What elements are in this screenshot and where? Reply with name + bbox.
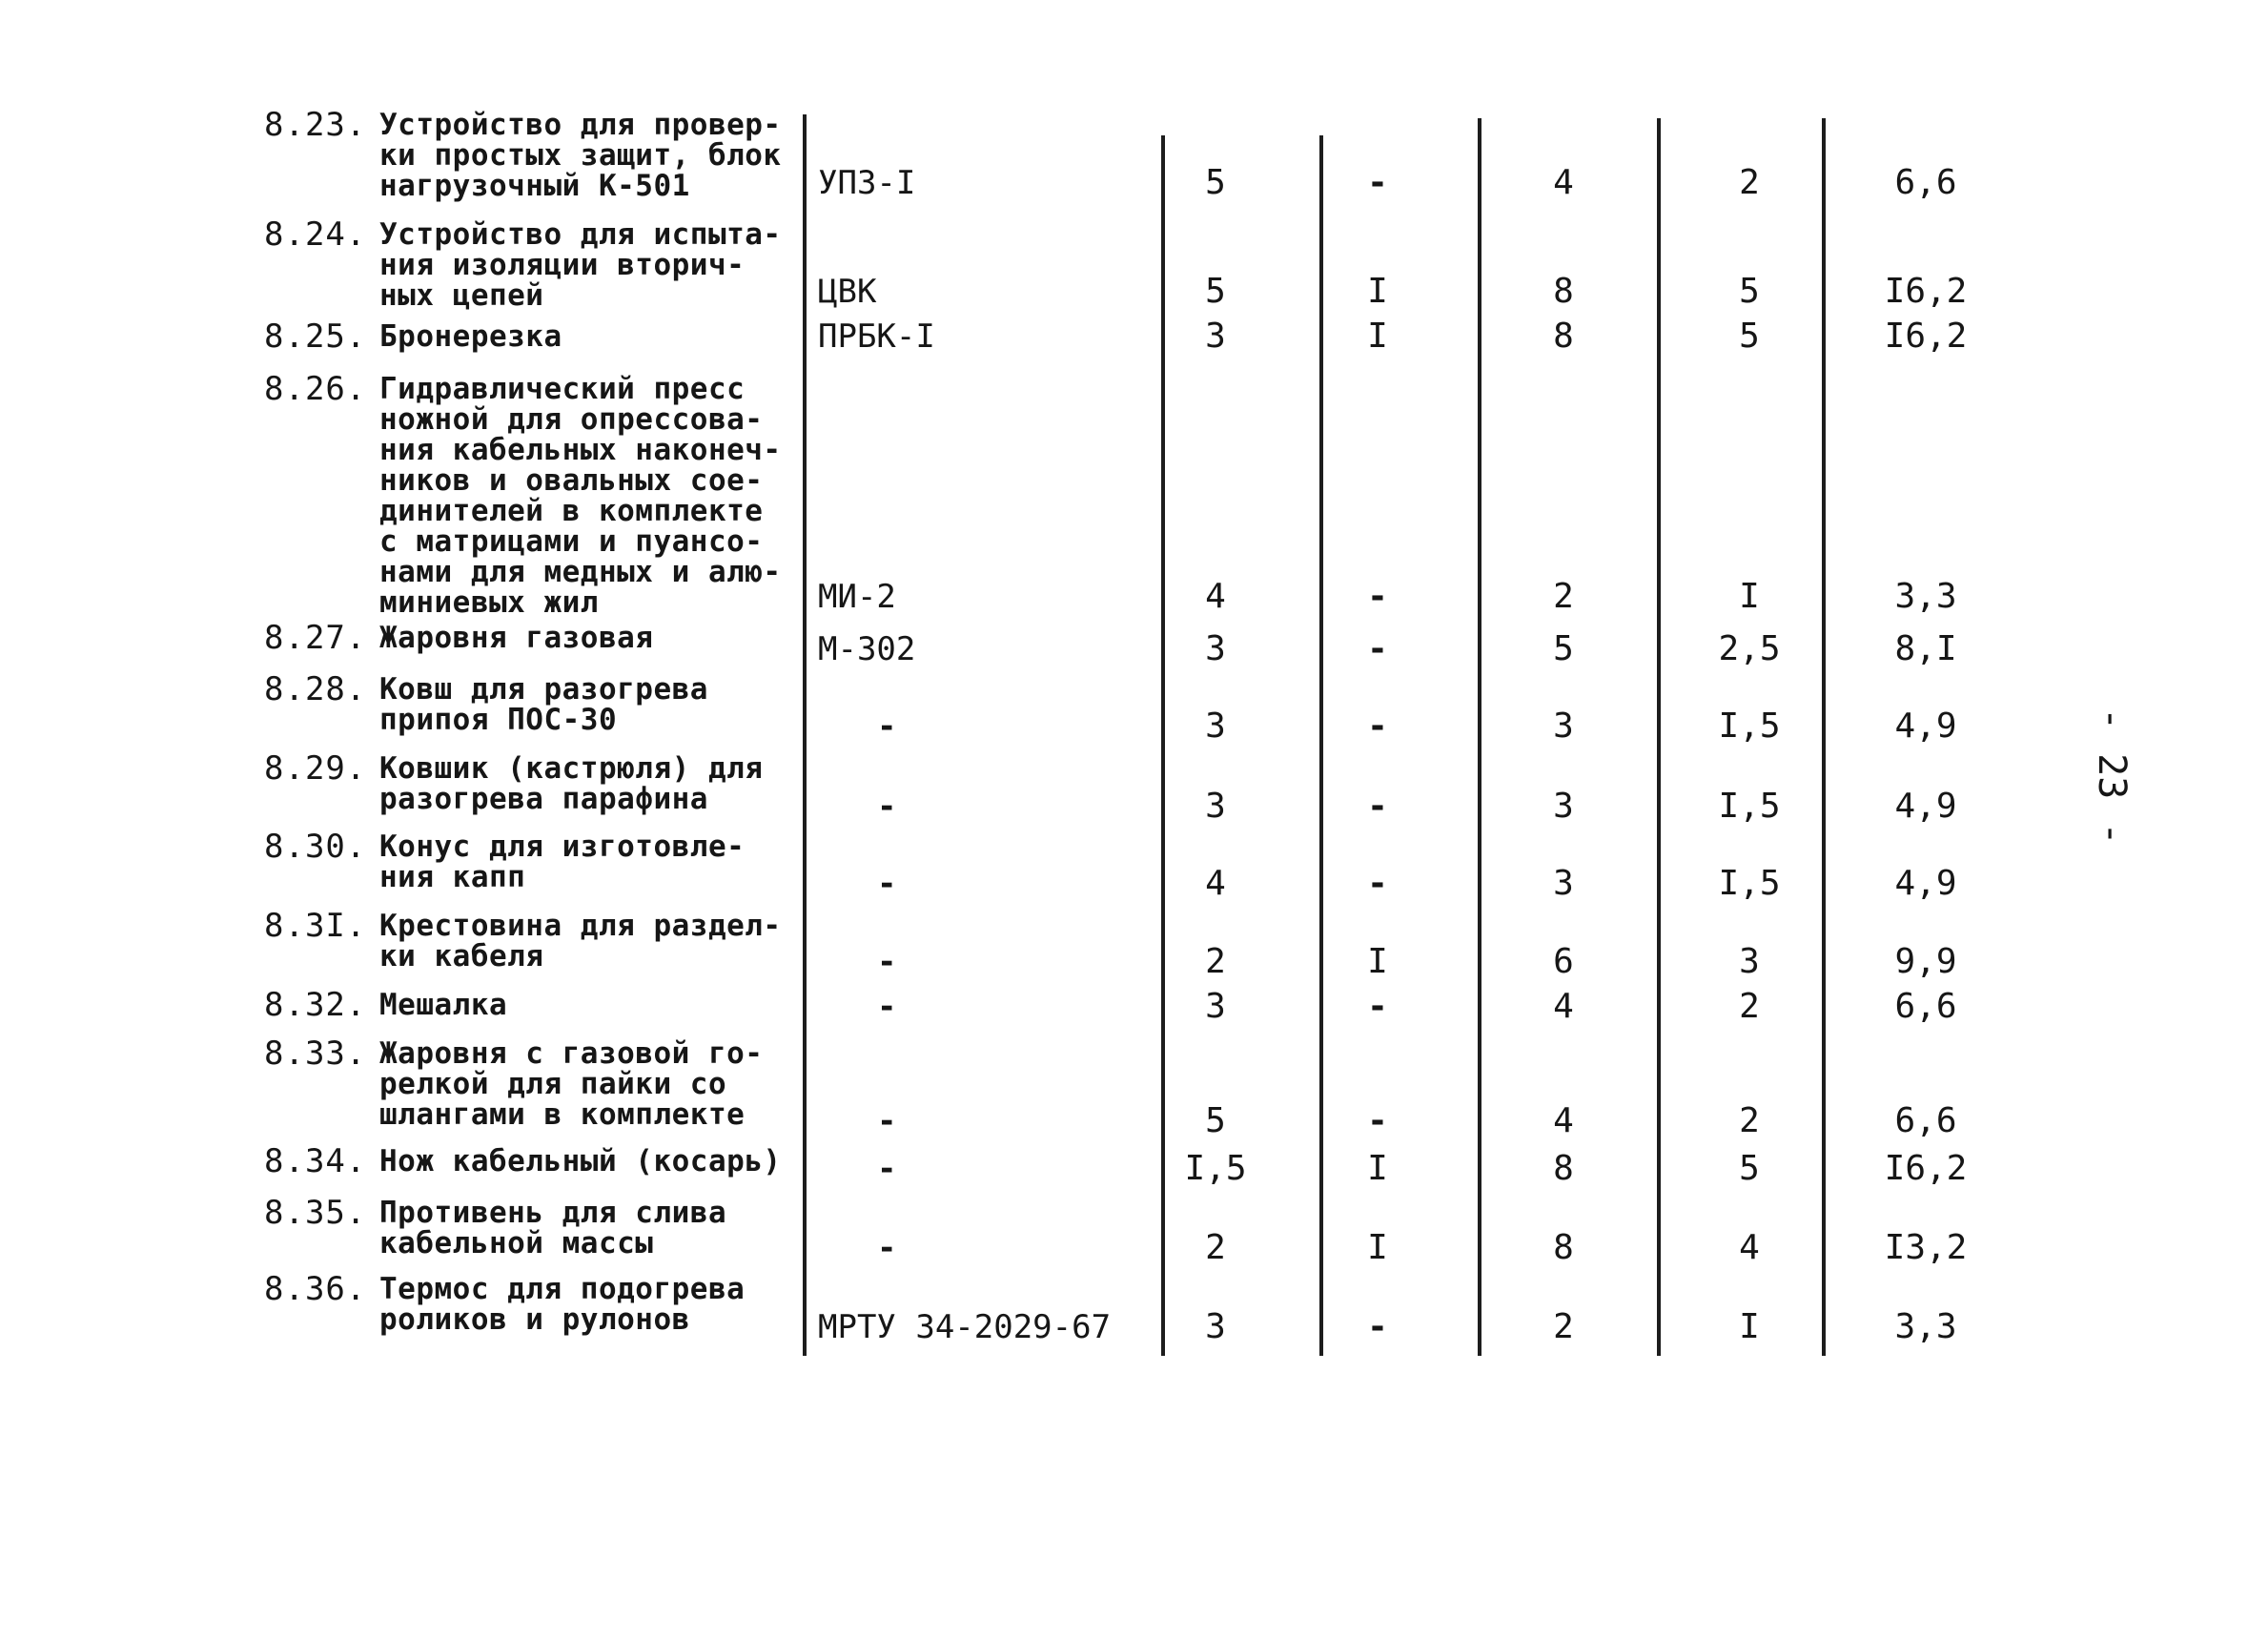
item-type-mark: -: [877, 1229, 897, 1267]
item-number: 8.24.: [264, 215, 367, 254]
item-name: [379, 1038, 808, 1130]
value-cell-c2: -: [1367, 163, 1388, 202]
value-cell-c1: 3: [1205, 787, 1226, 826]
value-cell-c5: 4,9: [1894, 707, 1957, 746]
item-name: [379, 623, 808, 653]
value-cell-c4: 3: [1739, 942, 1760, 981]
value-cell-c5: 6,6: [1894, 1101, 1957, 1140]
value-cell-c3: 4: [1553, 163, 1574, 202]
value-cell-c4: 5: [1739, 272, 1760, 311]
value-cell-c3: 8: [1553, 1228, 1574, 1267]
item-name: [379, 1198, 808, 1259]
value-cell-c4: 2,5: [1718, 629, 1781, 668]
value-cell-c1: 4: [1205, 864, 1226, 903]
value-cell-c5: 4,9: [1894, 864, 1957, 903]
item-name-line: шлангами в комплекте: [379, 1097, 746, 1132]
item-name-line: ния кабельных наконеч-: [379, 433, 782, 467]
value-cell-c5: 9,9: [1894, 942, 1957, 981]
item-name-line: Гидравлический пресс: [379, 372, 746, 406]
value-cell-c4: I: [1739, 577, 1760, 616]
item-number: 8.3I.: [264, 907, 367, 945]
item-name-line: ния изоляции вторич-: [379, 248, 746, 282]
value-cell-c5: 4,9: [1894, 787, 1957, 826]
item-number: 8.30.: [264, 828, 367, 866]
value-cell-c4: 2: [1739, 163, 1760, 202]
value-cell-c2: -: [1367, 987, 1388, 1026]
item-name-line: припоя ПОС-30: [379, 703, 618, 737]
value-cell-c3: 3: [1553, 864, 1574, 903]
value-cell-c1: 4: [1205, 577, 1226, 616]
item-number: 8.26.: [264, 370, 367, 408]
value-cell-c3: 4: [1553, 1101, 1574, 1140]
item-name-line: ножной для опрессова-: [379, 402, 764, 437]
item-number: 8.34.: [264, 1142, 367, 1180]
value-cell-c2: I: [1367, 942, 1388, 981]
item-name: [379, 831, 808, 892]
value-cell-c3: 6: [1553, 942, 1574, 981]
value-cell-c4: I,5: [1718, 707, 1781, 746]
item-name: [379, 674, 808, 735]
item-name-line: Термос для подогрева: [379, 1272, 746, 1306]
item-name-line: Нож кабельный (косарь): [379, 1144, 782, 1178]
value-cell-c1: 5: [1205, 163, 1226, 202]
value-cell-c4: I,5: [1718, 864, 1781, 903]
item-name: [379, 911, 808, 972]
value-cell-c3: 2: [1553, 1307, 1574, 1346]
value-cell-c1: 3: [1205, 629, 1226, 668]
value-cell-c4: 5: [1739, 1149, 1760, 1188]
value-cell-c5: 3,3: [1894, 577, 1957, 616]
item-name-line: Противень для слива: [379, 1196, 727, 1230]
value-cell-c3: 3: [1553, 707, 1574, 746]
value-cell-c1: 3: [1205, 987, 1226, 1026]
value-cell-c2: I: [1367, 1228, 1388, 1267]
value-cell-c3: 4: [1553, 987, 1574, 1026]
item-type-mark: ПРБК-I: [818, 318, 935, 356]
value-cell-c4: I: [1739, 1307, 1760, 1346]
value-cell-c4: 2: [1739, 987, 1760, 1026]
item-type-mark: -: [877, 865, 897, 903]
value-cell-c1: 5: [1205, 1101, 1226, 1140]
item-name: [379, 753, 808, 814]
value-cell-c1: 3: [1205, 707, 1226, 746]
item-name-line: Устройство для испыта-: [379, 217, 782, 252]
page-number: - 23 -: [2090, 707, 2134, 846]
item-name: [379, 321, 808, 352]
item-name-line: разогрева парафина: [379, 782, 708, 816]
item-name-line: Бронерезка: [379, 319, 562, 354]
value-cell-c5: I6,2: [1884, 317, 1968, 356]
value-cell-c2: I: [1367, 317, 1388, 356]
item-name-line: Конус для изготовле-: [379, 830, 746, 864]
value-cell-c2: -: [1367, 787, 1388, 826]
item-name-line: динителей в комплекте: [379, 494, 764, 528]
item-number: 8.29.: [264, 749, 367, 788]
item-type-mark: -: [877, 988, 897, 1026]
value-cell-c1: I,5: [1184, 1149, 1247, 1188]
value-cell-c2: I: [1367, 272, 1388, 311]
item-name-line: миниевых жил: [379, 585, 599, 620]
item-type-mark: -: [877, 1102, 897, 1140]
item-name-line: нагрузочный К-501: [379, 169, 690, 203]
item-type-mark: МРТУ 34-2029-67: [818, 1308, 1112, 1346]
value-cell-c2: -: [1367, 707, 1388, 746]
value-cell-c2: -: [1367, 629, 1388, 668]
item-number: 8.32.: [264, 986, 367, 1024]
value-cell-c1: 5: [1205, 272, 1226, 311]
item-name-line: ки простых защит, блок: [379, 138, 782, 173]
item-type-mark: -: [877, 788, 897, 826]
value-cell-c5: I3,2: [1884, 1228, 1968, 1267]
column-divider-4: [1822, 118, 1826, 1356]
value-cell-c1: 3: [1205, 317, 1226, 356]
item-name-line: релкой для пайки со: [379, 1067, 727, 1101]
value-cell-c3: 3: [1553, 787, 1574, 826]
value-cell-c5: 8,I: [1894, 629, 1957, 668]
item-name-line: нами для медных и алю-: [379, 555, 782, 589]
item-name-line: ки кабеля: [379, 939, 544, 973]
value-cell-c5: 6,6: [1894, 987, 1957, 1026]
value-cell-c4: 2: [1739, 1101, 1760, 1140]
item-name-line: кабельной массы: [379, 1226, 654, 1260]
value-cell-c5: 6,6: [1894, 163, 1957, 202]
item-name-line: ния капп: [379, 860, 526, 894]
item-name-line: Жаровня с газовой го-: [379, 1036, 764, 1071]
item-type-mark: -: [877, 943, 897, 981]
item-name-line: роликов и рулонов: [379, 1302, 690, 1337]
item-name: [379, 110, 808, 201]
value-cell-c4: 4: [1739, 1228, 1760, 1267]
value-cell-c2: -: [1367, 1307, 1388, 1346]
item-name: [379, 990, 808, 1020]
value-cell-c2: -: [1367, 864, 1388, 903]
column-divider-2: [1478, 118, 1481, 1356]
value-cell-c4: I,5: [1718, 787, 1781, 826]
value-cell-c2: -: [1367, 577, 1388, 616]
value-cell-c2: I: [1367, 1149, 1388, 1188]
item-name-line: ных цепей: [379, 278, 544, 313]
item-name: [379, 1146, 808, 1177]
value-cell-c1: 3: [1205, 1307, 1226, 1346]
item-name-line: с матрицами и пуансо-: [379, 524, 764, 559]
item-name-line: Устройство для провер-: [379, 108, 782, 142]
value-cell-c3: 2: [1553, 577, 1574, 616]
item-number: 8.33.: [264, 1035, 367, 1073]
value-cell-c5: I6,2: [1884, 1149, 1968, 1188]
value-cell-c5: I6,2: [1884, 272, 1968, 311]
item-number: 8.23.: [264, 106, 367, 144]
column-divider-3: [1657, 118, 1661, 1356]
item-type-mark: ЦВК: [818, 273, 877, 311]
item-type-mark: -: [877, 707, 897, 746]
value-cell-c3: 8: [1553, 317, 1574, 356]
item-name-line: Ковшик (кастрюля) для: [379, 751, 764, 786]
item-number: 8.36.: [264, 1270, 367, 1308]
item-name: [379, 374, 808, 618]
item-name: [379, 219, 808, 311]
item-name-line: Жаровня газовая: [379, 621, 654, 655]
item-type-mark: -: [877, 1150, 897, 1188]
item-number: 8.27.: [264, 619, 367, 657]
value-cell-c3: 8: [1553, 272, 1574, 311]
item-name-line: Ковш для разогрева: [379, 672, 708, 707]
item-name-line: Мешалка: [379, 988, 508, 1022]
value-cell-c1: 2: [1205, 1228, 1226, 1267]
value-cell-c2: -: [1367, 1101, 1388, 1140]
value-cell-c3: 8: [1553, 1149, 1574, 1188]
item-name: [379, 1274, 808, 1335]
item-type-mark: М-302: [818, 630, 916, 668]
item-number: 8.35.: [264, 1194, 367, 1232]
value-cell-c5: 3,3: [1894, 1307, 1957, 1346]
item-type-mark: УПЗ-I: [818, 164, 916, 202]
value-cell-c4: 5: [1739, 317, 1760, 356]
value-cell-c1: 2: [1205, 942, 1226, 981]
value-cell-c3: 5: [1553, 629, 1574, 668]
item-name-line: Крестовина для раздел-: [379, 909, 782, 943]
item-name-line: ников и овальных сое-: [379, 463, 764, 498]
item-number: 8.25.: [264, 318, 367, 356]
item-type-mark: МИ-2: [818, 578, 896, 616]
item-number: 8.28.: [264, 670, 367, 708]
